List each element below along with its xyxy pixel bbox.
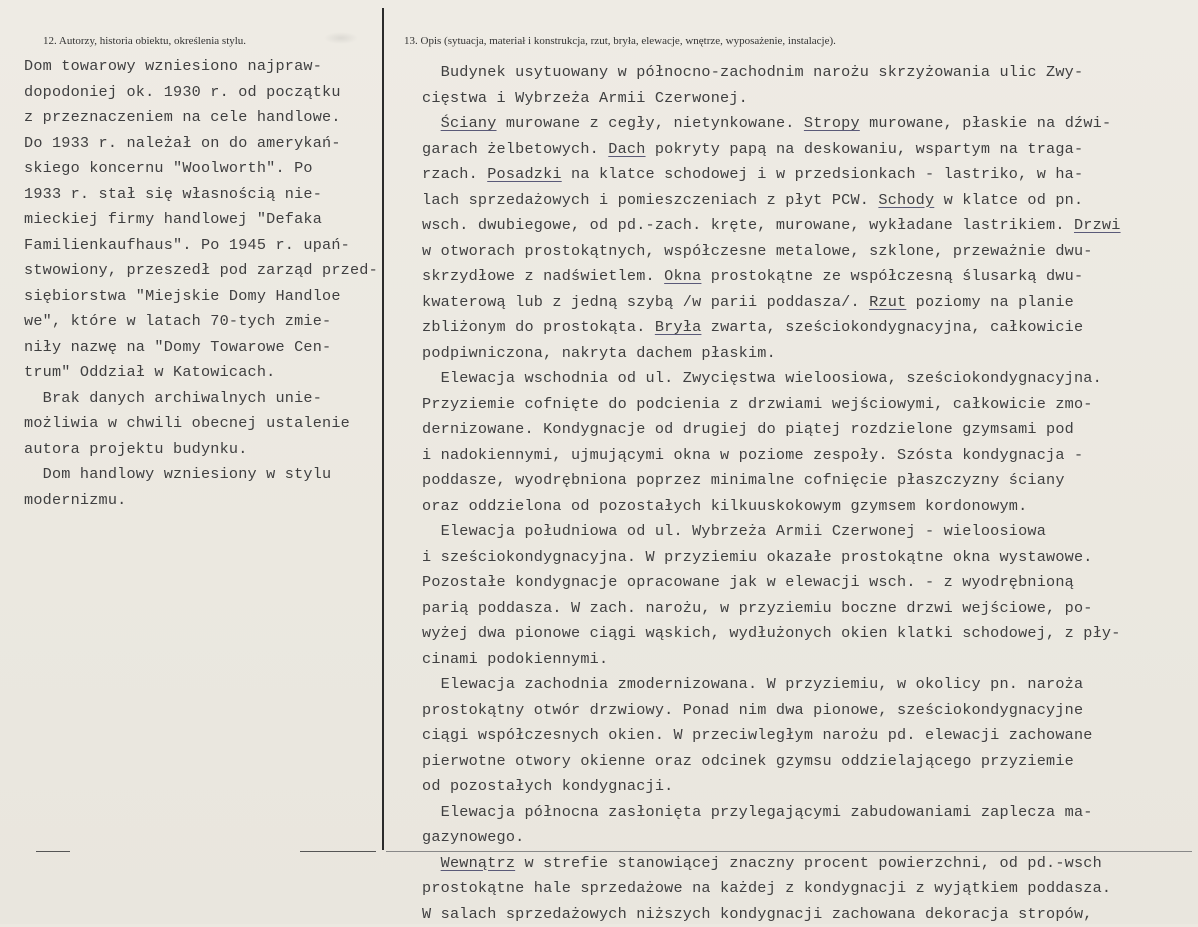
- text-segment: pierwotne otwory okienne oraz odcinek gzymsu oddzielającego przyziemie: [422, 752, 1074, 770]
- text-segment: cięstwa i Wybrzeża Armii Czerwonej.: [422, 89, 748, 107]
- left-column-text: [24, 54, 378, 513]
- text-line: Dom handlowy wzniesiony w stylu: [24, 462, 378, 488]
- underlined-term: Bryła: [655, 318, 702, 336]
- text-line: [422, 647, 1121, 673]
- underlined-term: Schody: [878, 191, 934, 209]
- text-segment: lach sprzedażowych i pomieszczeniach z płyt PCW.: [422, 191, 878, 209]
- text-line: [422, 417, 1121, 443]
- text-segment: rzach.: [422, 165, 487, 183]
- text-line: trum" Oddział w Katowicach.: [24, 360, 378, 386]
- text-line: [422, 774, 1121, 800]
- text-segment: murowane z cegły, nietynkowane.: [497, 114, 804, 132]
- text-line: Brak danych archiwalnych unie-: [24, 386, 378, 412]
- text-segment: kwaterową lub z jedną szybą /w parii poddasza/.: [422, 293, 869, 311]
- text-segment: prostokątne hale sprzedażowe na każdej z kondygnacji z wyjątkiem poddasza.: [422, 879, 1111, 897]
- text-line: 1933 r. stał się własnością nie-: [24, 182, 378, 208]
- text-line: [422, 800, 1121, 826]
- text-line: [422, 825, 1121, 851]
- text-line: [422, 443, 1121, 469]
- text-line: [422, 341, 1121, 367]
- text-segment: skrzydłowe z nadświetlem.: [422, 267, 664, 285]
- bottom-rule: [36, 851, 70, 852]
- text-line: [422, 290, 1121, 316]
- text-line: [422, 698, 1121, 724]
- text-line: [422, 570, 1121, 596]
- text-line: autora projektu budynku.: [24, 437, 378, 463]
- text-line: we", które w latach 70-tych zmie-: [24, 309, 378, 335]
- underlined-term: Rzut: [869, 293, 906, 311]
- text-segment: [422, 854, 441, 872]
- text-segment: Przyziemie cofnięte do podcienia z drzwiami wejściowymi, całkowicie zmo-: [422, 395, 1093, 413]
- text-segment: Budynek usytuowany w północno-zachodnim narożu skrzyżowania ulic Zwy-: [422, 63, 1083, 81]
- text-segment: w strefie stanowiącej znaczny procent powierzchni, od pd.-wsch: [515, 854, 1102, 872]
- underlined-term: Dach: [608, 140, 645, 158]
- underlined-term: Posadzki: [487, 165, 562, 183]
- right-heading-number: 13. Opis: [404, 35, 441, 47]
- text-line: [422, 723, 1121, 749]
- text-line: [422, 111, 1121, 137]
- text-segment: podpiwniczona, nakryta dachem płaskim.: [422, 344, 776, 362]
- text-line: [422, 137, 1121, 163]
- text-segment: dernizowane. Kondygnacje od drugiej do piątej rozdzielone gzymsami pod: [422, 420, 1074, 438]
- text-segment: wyżej dwa pionowe ciągi wąskich, wydłużonych okien klatki schodowej, z pły-: [422, 624, 1121, 642]
- text-line: [422, 315, 1121, 341]
- text-segment: oraz oddzielona od pozostałych kilkuuskokowym gzymsem kordonowym.: [422, 497, 1027, 515]
- column-divider: [382, 8, 384, 850]
- underlined-term: Drzwi: [1074, 216, 1121, 234]
- bottom-rule: [300, 851, 376, 852]
- text-segment: garach żelbetowych.: [422, 140, 608, 158]
- text-line: modernizmu.: [24, 488, 378, 514]
- text-segment: gazynowego.: [422, 828, 524, 846]
- text-line: [422, 392, 1121, 418]
- text-segment: Pozostałe kondygnacje opracowane jak w elewacji wsch. - z wyodrębnioną: [422, 573, 1074, 591]
- text-segment: w klatce od pn.: [934, 191, 1083, 209]
- text-segment: cinami podokiennymi.: [422, 650, 608, 668]
- text-line: dopodoniej ok. 1930 r. od początku: [24, 80, 378, 106]
- text-line: [422, 672, 1121, 698]
- text-segment: Elewacja północna zasłonięta przylegającymi zabudowaniami zaplecza ma-: [422, 803, 1093, 821]
- text-segment: wsch. dwubiegowe, od pd.-zach. kręte, murowane, wykładane lastrikiem.: [422, 216, 1074, 234]
- text-line: [422, 366, 1121, 392]
- text-line: [422, 545, 1121, 571]
- text-segment: poddasze, wyodrębniona poprzez minimalne cofnięcie płaszczyzny ściany: [422, 471, 1065, 489]
- text-line: siębiorstwa "Miejskie Domy Handloe: [24, 284, 378, 310]
- text-segment: prostokątny otwór drzwiowy. Ponad nim dwa pionowe, sześciokondygnacyjne: [422, 701, 1083, 719]
- text-line: [422, 468, 1121, 494]
- pencil-mark: [324, 32, 358, 44]
- text-segment: Elewacja południowa od ul. Wybrzeża Armii Czerwonej - wieloosiowa: [422, 522, 1046, 540]
- text-line: [422, 239, 1121, 265]
- right-heading-subtitle: (sytuacja, materiał i konstrukcja, rzut, bryła, elewacje, wnętrze, wyposażenie, instalacje).: [444, 35, 836, 47]
- text-segment: murowane, płaskie na dźwi-: [860, 114, 1111, 132]
- text-line: możliwia w chwili obecnej ustalenie: [24, 411, 378, 437]
- text-segment: ciągi współczesnych okien. W przeciwległym narożu pd. elewacji zachowane: [422, 726, 1093, 744]
- text-line: niły nazwę na "Domy Towarowe Cen-: [24, 335, 378, 361]
- text-line: z przeznaczeniem na cele handlowe.: [24, 105, 378, 131]
- text-line: [422, 60, 1121, 86]
- text-segment: na klatce schodowej i w przedsionkach - lastriko, w ha-: [562, 165, 1084, 183]
- underlined-term: Wewnątrz: [441, 854, 516, 872]
- text-segment: i nadokiennymi, ujmującymi okna w poziome zespoły. Szósta kondygnacja -: [422, 446, 1083, 464]
- text-segment: od pozostałych kondygnacji.: [422, 777, 673, 795]
- text-line: [422, 494, 1121, 520]
- text-segment: W salach sprzedażowych niższych kondygnacji zachowana dekoracja stropów,: [422, 905, 1093, 923]
- text-line: Do 1933 r. należał on do amerykań-: [24, 131, 378, 157]
- text-line: [422, 264, 1121, 290]
- text-segment: pokryty papą na deskowaniu, wspartym na traga-: [646, 140, 1084, 158]
- left-column-heading: 12. Autorzy, historia obiektu, określenia stylu.: [43, 35, 246, 47]
- text-segment: poziomy na planie: [906, 293, 1074, 311]
- text-line: mieckiej firmy handlowej "Defaka: [24, 207, 378, 233]
- text-line: skiego koncernu "Woolworth". Po: [24, 156, 378, 182]
- text-line: [422, 86, 1121, 112]
- text-line: [422, 188, 1121, 214]
- text-segment: w otworach prostokątnych, współczesne metalowe, szklone, przeważnie dwu-: [422, 242, 1093, 260]
- text-line: Familienkaufhaus". Po 1945 r. upań-: [24, 233, 378, 259]
- right-column-heading: [404, 35, 836, 47]
- text-line: Dom towarowy wzniesiono najpraw-: [24, 54, 378, 80]
- text-segment: i sześciokondygnacyjna. W przyziemiu okazałe prostokątne okna wystawowe.: [422, 548, 1093, 566]
- text-line: [422, 621, 1121, 647]
- text-segment: Elewacja wschodnia od ul. Zwycięstwa wieloosiowa, sześciokondygnacyjna.: [422, 369, 1102, 387]
- text-segment: zbliżonym do prostokąta.: [422, 318, 655, 336]
- text-line: stwowiony, przeszedł pod zarząd przed-: [24, 258, 378, 284]
- underlined-term: Okna: [664, 267, 701, 285]
- text-line: [422, 162, 1121, 188]
- text-line: [422, 519, 1121, 545]
- text-segment: zwarta, sześciokondygnacyjna, całkowicie: [701, 318, 1083, 336]
- text-segment: [422, 114, 441, 132]
- text-line: [422, 902, 1121, 927]
- text-segment: parią poddasza. W zach. narożu, w przyziemiu boczne drzwi wejściowe, po-: [422, 599, 1093, 617]
- text-line: [422, 596, 1121, 622]
- underlined-term: Stropy: [804, 114, 860, 132]
- text-segment: Elewacja zachodnia zmodernizowana. W przyziemiu, w okolicy pn. naroża: [422, 675, 1083, 693]
- text-line: [422, 749, 1121, 775]
- text-segment: prostokątne ze współczesną ślusarką dwu-: [701, 267, 1083, 285]
- underlined-term: Ściany: [441, 114, 497, 132]
- text-line: [422, 876, 1121, 902]
- text-line: [422, 213, 1121, 239]
- right-column-text: [422, 60, 1121, 927]
- text-line: [422, 851, 1121, 877]
